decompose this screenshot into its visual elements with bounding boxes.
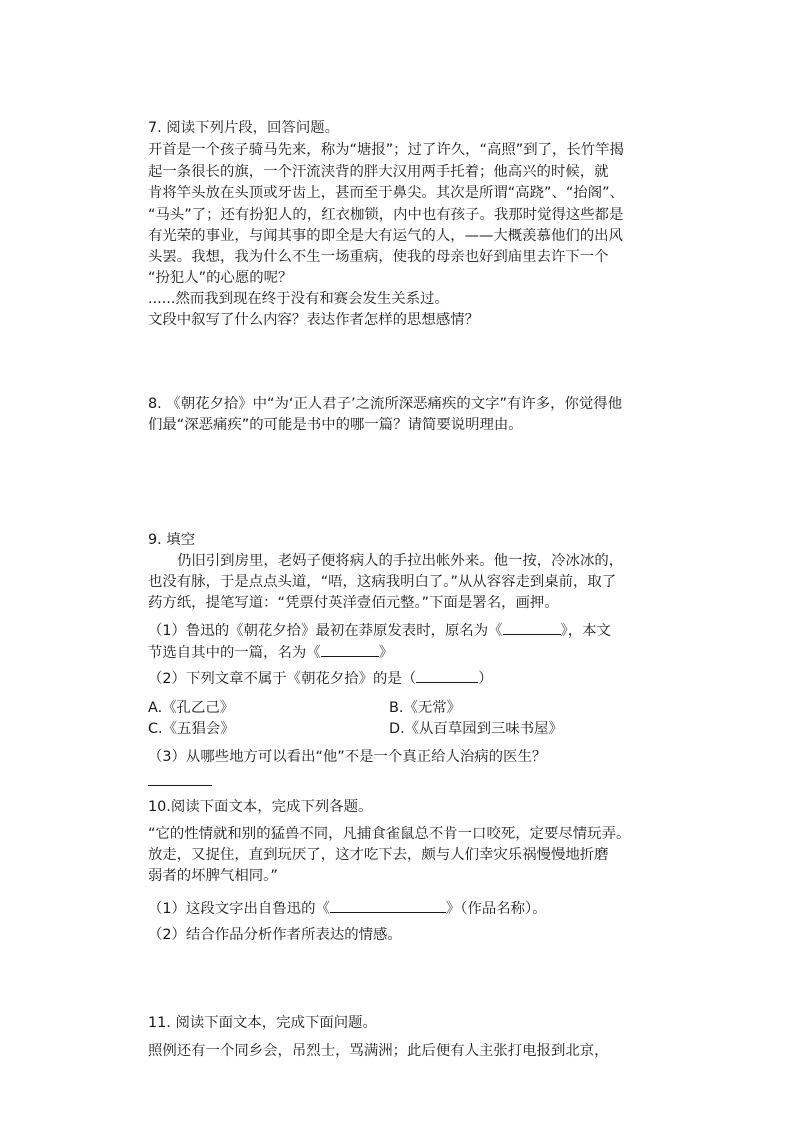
q7-line-1: 开首是一个孩子骑马先来，称为“塘报”；过了许久，“高照”到了，长竹竿揭 [148,142,624,158]
q9-passage-2: 也没有脉，于是点点头道，“唔，这病我明白了。”从从容容走到桌前，取了 [148,574,617,590]
q9-part1-line1 [148,620,611,641]
q9-passage-3: 药方纸，提笔写道：“凭票付英洋壹佰元整。”下面是署名，画押。 [148,595,559,611]
q9-part1-text-b: 》，本文 [560,623,611,639]
q9-heading: 9. 填空 [148,532,196,548]
q10-passage-3: 弱者的坏脾气相同。” [148,868,278,884]
q9-chapter-title-blank[interactable] [321,642,379,657]
q7-line-8: ......然而我到现在终于没有和赛会发生关系过。 [148,291,449,307]
q7-line-3: 肯将竿头放在头顶或牙齿上，甚而至于鼻尖。其次是所谓“高跷”、“抬阁”、 [148,185,624,201]
q9-option-d: D.《从百草园到三味书屋》 [389,721,563,737]
q7-line-4: “马头”了；还有扮犯人的，红衣枷锁，内中也有孩子。我那时觉得这些都是 [148,207,624,223]
q10-passage-2: 放走，又捉住，直到玩厌了，这才吃下去，颇与人们幸灾乐祸慢慢地折磨 [148,847,609,863]
q7-question: 文段中叙写了什么内容？表达作者怎样的思想感情？ [148,312,479,328]
q9-part3: （3）从哪些地方可以看出“他”不是一个真正给人治病的医生？ [148,749,547,765]
q10-heading: 10.阅读下面文本，完成下列各题。 [148,799,373,815]
q9-original-title-blank[interactable] [503,620,561,635]
q8-line-2: 们最“深恶痛疾”的可能是书中的哪一篇？请简要说明理由。 [148,417,523,433]
q9-option-a: A.《孔乙己》 [148,700,235,716]
q10-work-title-blank[interactable] [330,898,446,913]
q9-part2-text-b: ） [478,671,493,687]
q10-passage-1: “它的性情就和别的猛兽不同，凡捕食雀鼠总不肯一口咬死，定要尽情玩弄。 [148,826,631,842]
q9-choice-blank[interactable] [416,668,478,683]
q10-part1-text-a: （1）这段文字出自鲁迅的《 [148,901,330,917]
q7-line-7: “扮犯人”的心愿的呢？ [148,270,293,286]
q7-heading: 7. 阅读下列片段，回答问题。 [148,120,339,136]
q7-line-2: 起一条很长的旗，一个汗流浃背的胖大汉用两手托着；他高兴的时候，就 [148,164,609,180]
q9-passage-1: 仍旧引到房里，老妈子便将病人的手拉出帐外来。他一按，冷冰冰的， [177,553,624,569]
q10-part2: （2）结合作品分析作者所表达的情感。 [148,927,402,943]
q10-part1-text-b: 》（作品名称）。 [445,901,547,917]
q11-line-1: 照例还有一个同乡会，吊烈士，骂满洲；此后便有人主张打电报到北京， [148,1043,609,1059]
q9-option-b: B.《无常》 [389,700,462,716]
q9-part1-line2 [148,642,393,663]
q9-part2 [148,668,493,689]
q11-heading: 11. 阅读下面文本，完成下面问题。 [148,1015,377,1031]
q7-line-5: 有光荣的事业，与闻其事的即全是大有运气的人，——大概羡慕他们的出风 [148,228,623,244]
q9-part2-text-a: （2）下列文章不属于《朝花夕拾》的是（ [148,671,417,687]
q9-part1-text-d: 》 [378,645,394,661]
q9-part1-text-c: 节选自其中的一篇，名为《 [148,645,321,661]
q9-option-c: C.《五猖会》 [148,721,235,737]
q8-line-1: 8. 《朝花夕拾》中“为‘正人君子’之流所深恶痛疾的文字”有许多，你觉得他 [148,396,623,412]
q10-part1 [148,898,547,919]
q9-answer-blank[interactable] [148,785,212,786]
q7-line-6: 头罢。我想，我为什么不生一场重病，使我的母亲也好到庙里去许下一个 [148,249,609,265]
q9-part1-text-a: （1）鲁迅的《朝花夕拾》最初在莽原发表时，原名为《 [148,623,503,639]
